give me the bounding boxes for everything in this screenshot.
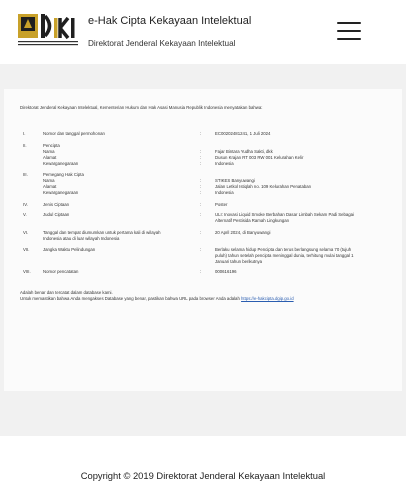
database-url-link[interactable]: https://e-hakcipta.dgip.go.id [241,296,294,301]
row-label: Judul Ciptaan [43,212,70,217]
row-label: Nomor pencatatan [43,269,79,274]
row-label: Nama [43,149,55,154]
row-colon: : [200,161,202,166]
row-colon: : [200,178,202,183]
row-number: I. [23,131,26,136]
menu-bar-icon [337,22,361,24]
row-number: IV. [23,202,28,207]
row-number: VI. [23,230,29,235]
row-number: V. [23,212,27,217]
row-value: EC00202481241, 1 Juli 2024 [215,131,271,136]
row-colon: : [200,202,202,207]
row-value: Indonesia [215,161,234,166]
app-title: e-Hak Cipta Kekayaan Intelektual [88,15,252,27]
row-label: Pencipta [43,143,60,148]
row-value: STIKES Banyuwangi [215,178,255,183]
row-number: II. [23,143,27,148]
copyright-footer: Copyright © 2019 Direktorat Jenderal Kekayaan Intelektual [80,470,326,481]
row-value: Poster [215,202,228,207]
row-colon: : [200,190,202,195]
row-number: III. [23,172,28,177]
note-text: Untuk memastikan bahwa Anda mengakses Database yang benar, pastikan bahwa URL pada browser Anda adalah [20,296,240,301]
row-colon: : [200,269,202,274]
row-label: Alamat [43,184,57,189]
hamburger-menu-button[interactable] [337,22,361,42]
row-label: Nama [43,178,55,183]
djki-logo[interactable] [18,14,84,48]
row-value: Berlaku selama hidup Pencipta dan terus berlangsung selama 70 (tujuh [215,247,352,252]
row-label: Kewarganegaraan [43,161,79,166]
row-label: Tanggal dan tempat diumumkan untuk pertama kali di wilayah [43,230,161,235]
intro-text: Direktorat Jenderal Kekayaan Intelektual, Kementerian Hukum dan Hak Asasi Manusia Republik Indonesia menyatakan bahwa: [20,105,263,110]
row-label: Indonesia atau di luar wilayah Indonesia [43,236,120,241]
row-label: Pemegang Hak Cipta [43,172,84,177]
row-label: Jenis Ciptaan [43,202,70,207]
note-line-1: Adalah benar dan tercatat dalam database kami. [20,290,113,295]
row-colon: : [200,212,202,217]
row-colon: : [200,184,202,189]
row-value: Jalan Letkol Istiqlah no. 109 Kelurahan Penataban [215,184,312,189]
row-label: Kewarganegaraan [43,190,79,195]
row-value: Alternatif Pestisida Ramah Lingkungan [215,218,290,223]
row-number: VII. [23,247,30,252]
row-colon: : [200,230,202,235]
app-subtitle: Direktorat Jenderal Kekayaan Intelektual [88,39,236,48]
row-label: Jangka Waktu Pelindungan [43,247,96,252]
row-value: puluh) tahun setelah pencipta meninggal dunia, terhitung mulai tanggal 1 [215,253,354,258]
row-colon: : [200,247,202,252]
row-value: 000616196 [215,269,237,274]
top-header [0,0,406,64]
row-value: ULI: Inovasi Liquid Smoke Berbahan Dasar Limbah Sekam Padi Sebagai [215,212,355,217]
row-label: Alamat [43,155,57,160]
menu-bar-icon [337,30,361,32]
row-value: Indonesia [215,190,234,195]
row-label: Nomor dan tanggal permohonan [43,131,105,136]
row-value: Dusun Krajan RT 003 RW 001 Kelurahan Kelir [215,155,304,160]
row-value: Fajar Bintara Yudha Sakti, dkk [215,149,273,154]
row-number: VIII. [23,269,31,274]
row-value: Januari tahun berikutnya [215,259,263,264]
row-colon: : [200,131,202,136]
row-colon: : [200,149,202,154]
row-value: 20 April 2024, di Banyuwangi [215,230,271,235]
note-line-2 [20,296,294,301]
menu-bar-icon [337,38,361,40]
row-colon: : [200,155,202,160]
